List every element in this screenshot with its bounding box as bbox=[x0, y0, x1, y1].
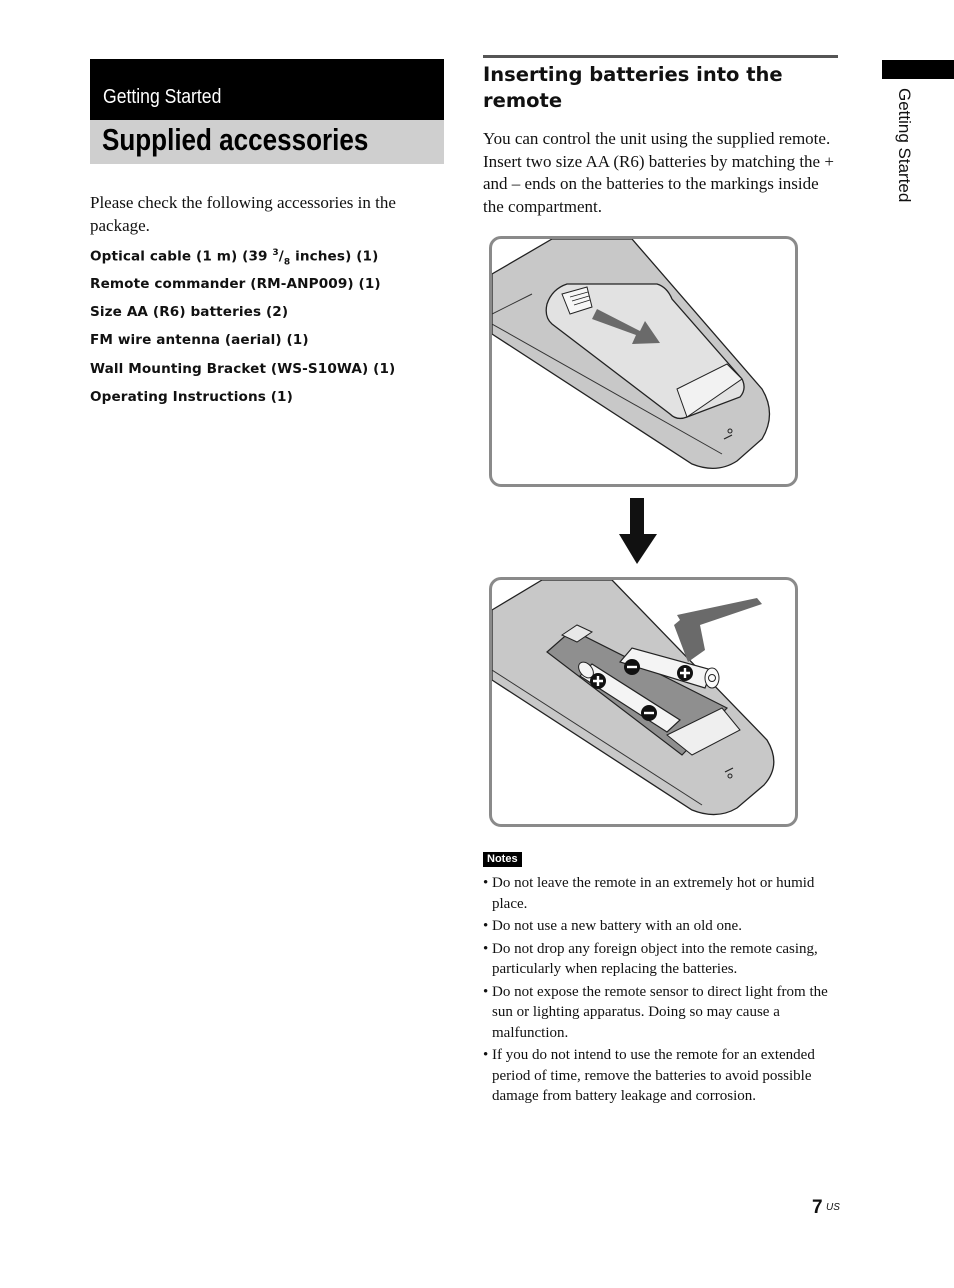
accessory-item-batteries: Size AA (R6) batteries (2) bbox=[90, 304, 289, 320]
note-item: • Do not leave the remote in an extremely hot or humid place. bbox=[483, 873, 843, 914]
page-title: Supplied accessories bbox=[102, 122, 369, 157]
illustration-open-cover bbox=[489, 236, 798, 487]
page-number: 7 bbox=[812, 1197, 823, 1218]
notes-badge: Notes bbox=[483, 852, 522, 867]
minus-icon bbox=[624, 659, 640, 675]
minus-icon bbox=[641, 705, 657, 721]
remote-cover-drawing bbox=[492, 239, 795, 484]
section-header bbox=[90, 59, 444, 120]
note-item: • If you do not intend to use the remote for an extended period of time, remove the batteries to avoid possible damage from battery leakage and corrosion. bbox=[483, 1045, 843, 1107]
plus-icon bbox=[677, 665, 693, 681]
note-item: • Do not drop any foreign object into the remote casing, particularly when replacing the batteries. bbox=[483, 939, 843, 980]
arrow-down-icon bbox=[618, 498, 658, 566]
fraction-numerator: 3 bbox=[272, 248, 279, 258]
accessory-item-bracket: Wall Mounting Bracket (WS-S10WA) (1) bbox=[90, 361, 396, 377]
accessory-text: Optical cable (1 m) (39 bbox=[90, 248, 273, 265]
remote-battery-drawing bbox=[492, 580, 795, 824]
notes-list bbox=[483, 873, 843, 1109]
accessory-item-remote: Remote commander (RM-ANP009) (1) bbox=[90, 276, 381, 292]
fraction-denominator: 8 bbox=[283, 257, 291, 268]
title-bar bbox=[90, 120, 444, 164]
plus-icon bbox=[590, 673, 606, 689]
section-heading: Inserting batteries into the remote bbox=[483, 63, 783, 112]
accessory-text: inches) (1) bbox=[290, 248, 379, 265]
accessory-item-optical-cable: Optical cable (1 m) (39 $^3/_8$ inches) (1) bbox=[90, 248, 379, 268]
note-item: • Do not use a new battery with an old one. bbox=[483, 916, 843, 937]
section-header-label: Getting Started bbox=[103, 86, 222, 108]
accessory-item-instructions: Operating Instructions (1) bbox=[90, 389, 293, 405]
heading-rule bbox=[483, 55, 838, 58]
body-text: You can control the unit using the supplied remote. Insert two size AA (R6) batteries by matching the + and – ends on the batteries to the markings inside the compartment. bbox=[483, 129, 834, 217]
note-item: • Do not expose the remote sensor to direct light from the sun or lighting apparatus. Doing so may cause a malfunction. bbox=[483, 982, 843, 1044]
side-tab bbox=[890, 88, 914, 248]
illustration-insert-batteries bbox=[489, 577, 798, 827]
accessory-item-antenna: FM wire antenna (aerial) (1) bbox=[90, 332, 309, 348]
intro-text: Please check the following accessories in the package. bbox=[90, 193, 396, 235]
side-tab-label: Getting Started bbox=[895, 88, 914, 203]
page-number-suffix: US bbox=[826, 1202, 840, 1213]
insert-arrow-icon bbox=[674, 598, 762, 662]
side-tab-marker bbox=[882, 60, 954, 79]
